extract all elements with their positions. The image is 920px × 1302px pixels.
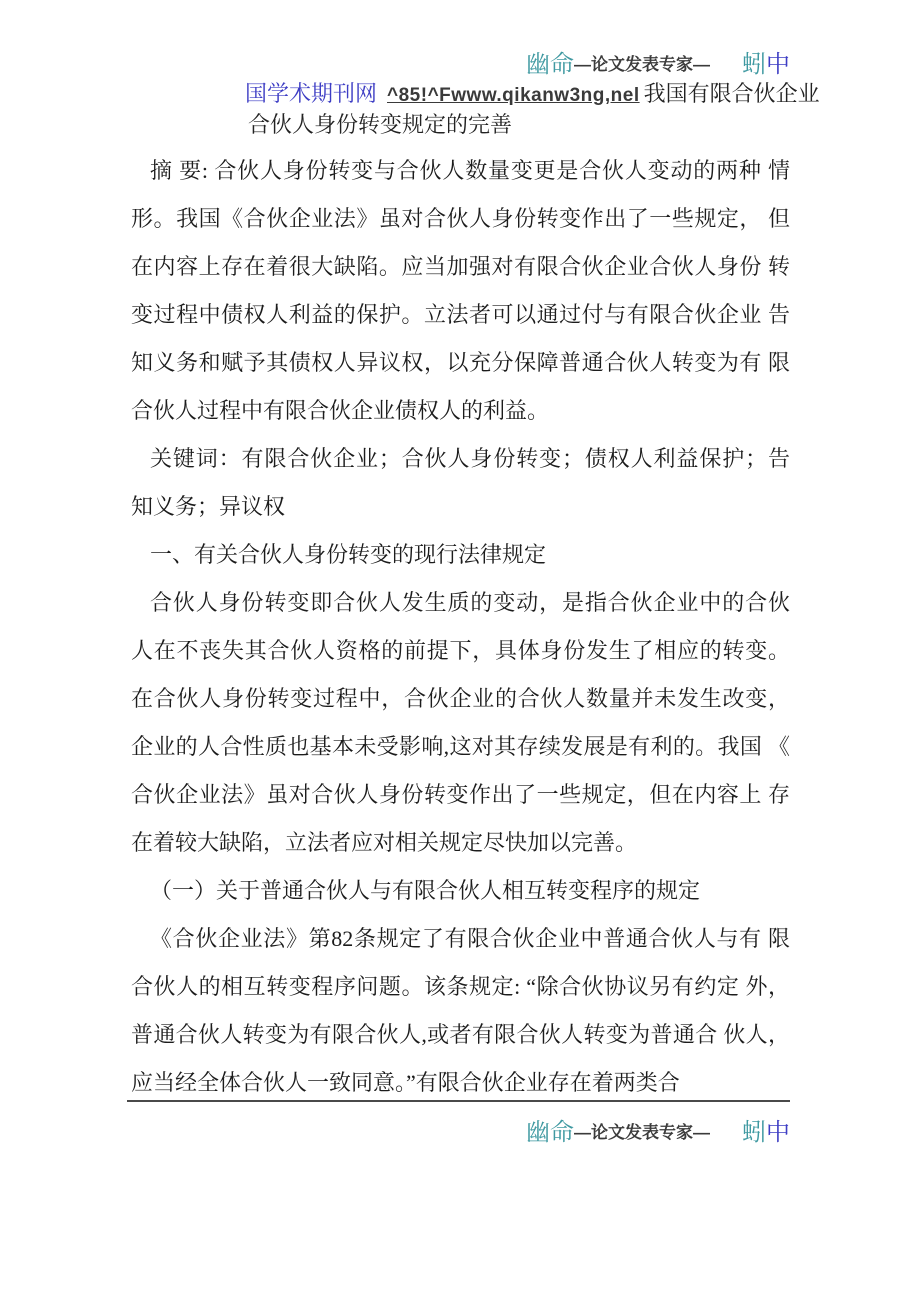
- section-heading: 一、有关合伙人身份转变的现行法律规定: [150, 542, 547, 567]
- body-line: 普通合伙人转变为有限合伙人,或者有限合伙人转变为普通合 伙人，: [131, 1022, 790, 1047]
- body-line: 摘 要: 合伙人身份转变与合伙人数量变更是合伙人变动的两种 情: [150, 158, 790, 183]
- brand-name: 幽命: [526, 52, 574, 78]
- url-link[interactable]: ^85!^Fwww.qikanw3ng,nel: [387, 85, 640, 106]
- subsection-heading: （一）关于普通合伙人与有限合伙人相互转变程序的规定: [150, 878, 701, 903]
- body-line: 变过程中债权人利益的保护。立法者可以通过付与有限合伙企业 告: [131, 302, 790, 327]
- brand-suffix-teal: 蚓: [742, 1120, 766, 1146]
- body-line: 关键词：有限合伙企业；合伙人身份转变；债权人利益保护；告: [150, 446, 790, 471]
- page-footer: [130, 1116, 790, 1150]
- page-header: [130, 50, 820, 140]
- body-line: 合伙企业法》虽对合伙人身份转变作出了一些规定，但在内容上 存: [131, 782, 790, 807]
- brand-tagline: —论文发表专家—: [574, 55, 710, 74]
- body-line: 企业的人合性质也基本未受影响,这对其存续发展是有利的。我国 《: [131, 734, 790, 759]
- document-body: [131, 147, 790, 1107]
- body-line: 在着较大缺陷，立法者应对相关规定尽快加以完善。: [131, 830, 638, 855]
- brand-tagline: —论文发表专家—: [574, 1123, 710, 1142]
- brand-suffix-blue: 中: [766, 1120, 790, 1146]
- body-line: 在合伙人身份转变过程中，合伙企业的合伙人数量并未发生改变，: [131, 686, 790, 711]
- footer-divider: [127, 1100, 790, 1102]
- brand-suffix-blue: 中: [766, 52, 790, 78]
- brand-suffix-teal: 蚓: [742, 52, 766, 78]
- header-site-line: [130, 80, 820, 110]
- body-line: 《合伙企业法》第82条规定了有限合伙企业中普通合伙人与有 限: [150, 926, 790, 951]
- doc-title-part2: 合伙人身份转变规定的完善: [248, 112, 513, 137]
- body-line: 应当经全体合伙人一致同意。”有限合伙企业存在着两类合: [131, 1070, 680, 1095]
- site-name-link[interactable]: 国学术期刊网: [245, 81, 378, 106]
- body-line: 知义务和赋予其债权人异议权，以充分保障普通合伙人转变为有 限: [131, 350, 790, 375]
- body-line: 合伙人身份转变即合伙人发生质的变动，是指合伙企业中的合伙: [150, 590, 790, 615]
- brand-suffix: [742, 52, 790, 78]
- body-line: 知义务；异议权: [131, 494, 286, 519]
- body-line: 合伙人过程中有限合伙企业债权人的利益。: [131, 398, 550, 423]
- body-line: 在内容上存在着很大缺陷。应当加强对有限合伙企业合伙人身份 转: [131, 254, 790, 279]
- brand-name: 幽命: [526, 1120, 574, 1146]
- body-line: 合伙人的相互转变程序问题。该条规定: “除合伙协议另有约定 外，: [131, 974, 790, 999]
- doc-title-part1: 我国有限合伙企业: [643, 81, 820, 106]
- header-watermark-line: [130, 50, 790, 80]
- brand-suffix: [742, 1120, 790, 1146]
- body-line: 形。我国《合伙企业法》虽对合伙人身份转变作出了一些规定， 但: [131, 206, 790, 231]
- body-line: 人在不丧失其合伙人资格的前提下，具体身份发生了相应的转变。: [131, 638, 790, 663]
